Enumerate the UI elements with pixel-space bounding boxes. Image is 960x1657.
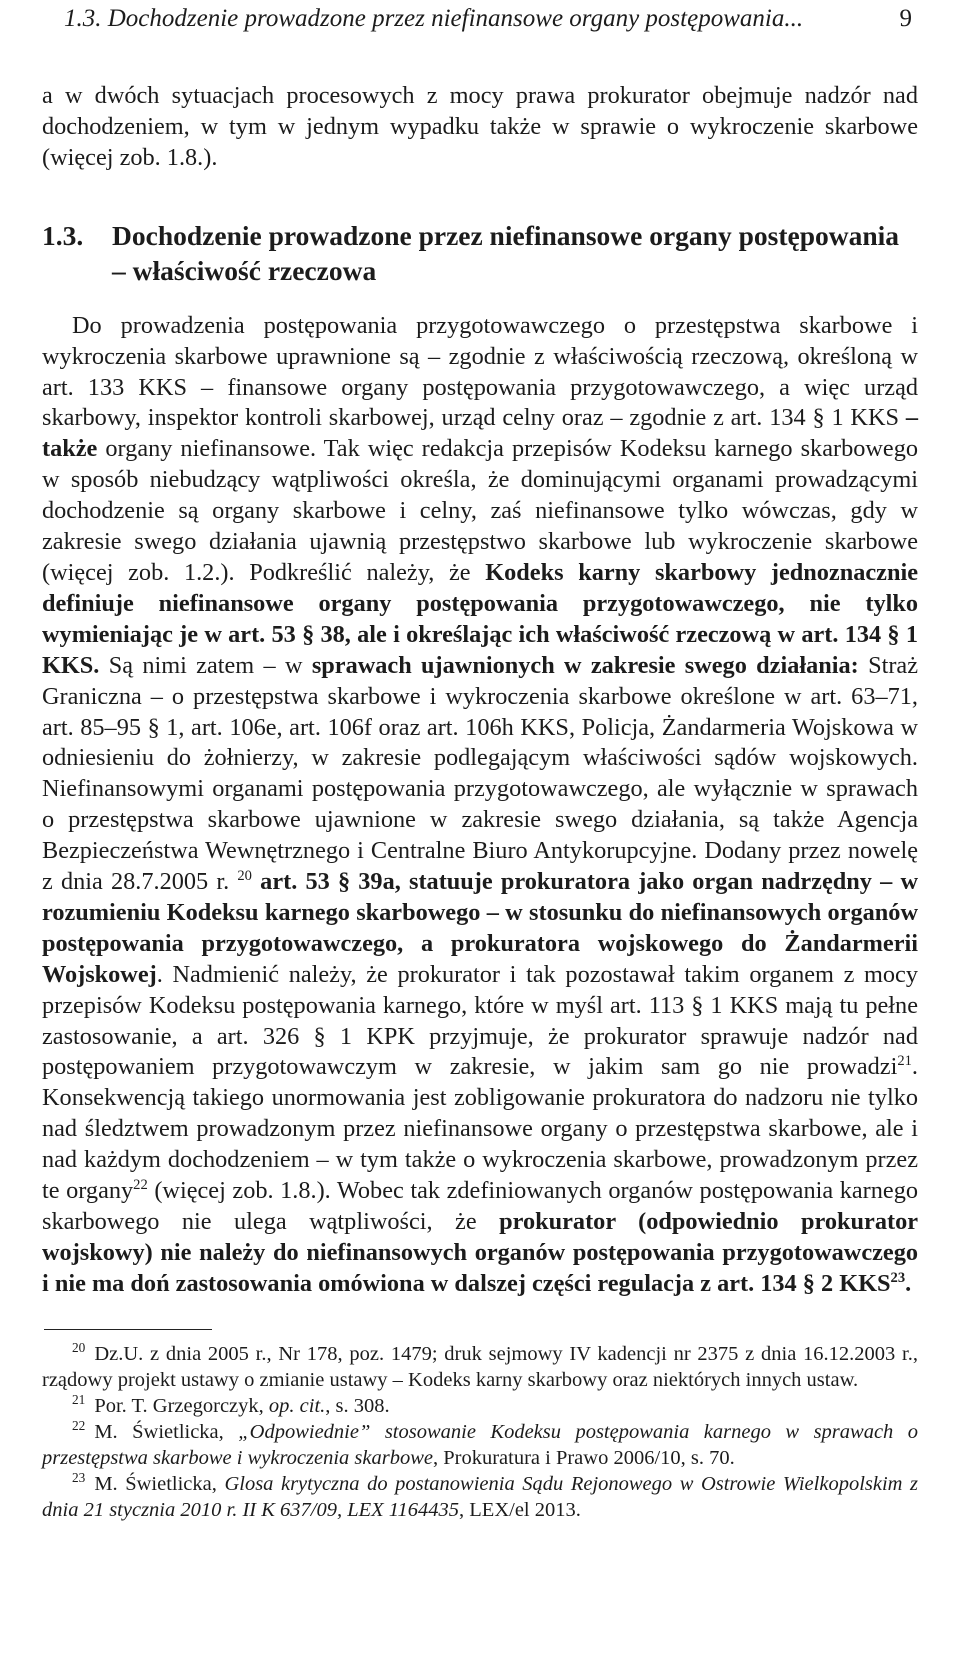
section-title: Dochodzenie prowadzone przez niefinansowe organy postępowania – właściwość rzeczowa	[112, 219, 900, 286]
text-run: . Konsekwencją takiego unormowania jest zobligowanie prokuratora do nadzoru nie tylko nad śledztwem prowadzonym przez niefinansowe organy o przestępstwa skarbowe, ale i nad każdym dochodzeniem – w tym także o wykroczenia skarbowe, prowadzonym przez te organy	[42, 1053, 918, 1205]
footnote-text: , Prokuratura i Prawo 2006/10, s. 70.	[432, 1446, 735, 1469]
bold-run: prokurator (odpowiednio prokurator wojskowy) nie należy do niefinansowych organów postępowania przygotowawczego i nie ma doń zastosowania omówiona w dalszej części regulacja z art. 134 § 2 KKS	[42, 1208, 918, 1297]
footnote-italic: „Odpowiednie” stosowanie Kodeksu postępowania karnego w sprawach o przestępstwa skarbowe i wykroczenia skarbowe	[42, 1420, 919, 1469]
running-head	[42, 4, 918, 34]
footnote-ref-23: 23	[890, 1269, 906, 1286]
intro-paragraph: a w dwóch sytuacjach procesowych z mocy prawa prokurator obejmuje nadzór nad dochodzeniem, w tym w jednym wypadku także w sprawie o wykroczenie skarbowe (więcej zob. 1.8.).	[42, 82, 918, 171]
footnote-text: , s. 308.	[325, 1394, 390, 1417]
footnote-italic: Glosa krytyczna do postanowienia Sądu Rejonowego w Ostrowie Wielkopolskim z dnia 21 stycznia 2010 r. II K 637/09, LEX 1164435	[42, 1472, 918, 1521]
section-paragraph	[42, 311, 918, 1300]
text-run: Są nimi zatem – w	[99, 651, 312, 679]
footnote-italic: op. cit.	[268, 1394, 326, 1417]
footnote-21	[42, 1393, 918, 1419]
text-run	[252, 868, 260, 895]
footnote-20	[42, 1341, 918, 1393]
footnote-ref-22: 22	[133, 1177, 148, 1193]
text-run: Do prowadzenia postępowania przygotowawczego o przestępstwa skarbowe i wykroczenia skarbowe uprawnione są – zgodnie z właściwością rzeczową, określoną w art. 133 KKS – finansowe organy postępowania przygotowawczego, a więc urząd skarbowy, inspektor kontroli skarbowej, urząd celny oraz – zgodnie z art. 134 § 1 KKS	[42, 311, 918, 432]
bold-run: – także	[42, 404, 918, 463]
bold-run: Kodeks karny skarbowy jednoznacznie definiuje niefinansowe organy postępowania przygotowawczego, nie tylko wymieniając je w art. 53 § 38, ale i określając ich właściwość rzeczową w art. 134 § 1 KKS.	[42, 558, 918, 679]
footnote-text: M. Świetlicka,	[94, 1472, 225, 1495]
running-head-title: 1.3. Dochodzenie prowadzone przez niefinansowe organy postępowania...	[64, 5, 804, 32]
bold-run: .	[905, 1269, 912, 1297]
text-run: . Nadmienić należy, że prokurator i tak pozostawał takim organem z mocy przepisów Kodeksu postępowania karnego, które w myśl art. 113 § 1 KKS mają tu pełne zastosowanie, a art. 326 § 1 KPK przyjmuje, że prokurator sprawuje nadzór nad postępowaniem przygotowawczym w zakresie, w jakim sam go nie prowadzi	[42, 960, 918, 1081]
footnotes	[42, 1341, 918, 1523]
text-run: organy niefinansowe. Tak więc redakcja przepisów Kodeksu karnego skarbowego w sposób niebudzący wątpliwości określa, że dominującymi organami prowadzącymi dochodzenie są organy skarbowe i celny, zaś niefinansowe tylko wówczas, gdy w zakresie swego działania ujawnią przestępstwo skarbowe lub wykroczenie skarbowe (więcej zob. 1.2.). Podkreślić należy, że	[42, 435, 918, 586]
page-number: 9	[899, 5, 912, 32]
footnote-22	[42, 1419, 918, 1471]
section-heading	[42, 218, 918, 288]
footnote-ref-21: 21	[897, 1053, 912, 1070]
footnote-number: 23	[72, 1469, 86, 1485]
bold-run: art. 53 § 39a, statuuje prokuratora jako organ nadrzędny – w rozumieniu Kodeksu karnego skarbowego – w stosunku do niefinansowych organów postępowania przygotowawczego, a prokuratora wojskowego do Żandarmerii Wojskowej	[42, 868, 918, 988]
footnote-text: Dz.U. z dnia 2005 r., Nr 178, poz. 1479; druk sejmowy IV kadencji nr 2375 z dnia 16.12.2003 r., rządowy projekt ustawy o zmianie ustawy – Kodeks karny skarbowy oraz niektórych innych ustaw.	[42, 1342, 918, 1391]
footnote-number: 21	[72, 1391, 86, 1407]
footnote-text: M. Świetlicka,	[94, 1420, 239, 1443]
footnote-ref-20: 20	[237, 867, 252, 884]
footnote-text: , LEX/el 2013.	[459, 1498, 581, 1521]
footnote-number: 22	[72, 1417, 86, 1433]
footnote-number: 20	[72, 1339, 86, 1355]
section-number: 1.3.	[42, 219, 84, 251]
text-run: (więcej zob. 1.8.). Wobec tak zdefiniowanych organów postępowania karnego skarbowego nie ulega wątpliwości, że	[42, 1177, 918, 1235]
footnote-text: Por. T. Grzegorczyk,	[94, 1394, 269, 1417]
footnote-separator	[44, 1329, 212, 1330]
footnote-23	[42, 1471, 918, 1523]
bold-run: sprawach ujawnionych w zakresie swego działania:	[311, 651, 859, 679]
text-run: Straż Graniczna – o przestępstwa skarbowe i wykroczenia skarbowe określone w art. 63–71, art. 85–95 § 1, art. 106e, art. 106f oraz art. 106h KKS, Policja, Żandarmeria Wojskowa w odniesieniu do żołnierzy, w zakresie podlegającym właściwości sądów wojskowych. Niefinansowymi organami postępowania przygotowawczego, ale wyłącznie w sprawach o przestępstwa skarbowe ujawnione w zakresie swego działania, są także Agencja Bezpieczeństwa Wewnętrznego i Centralne Biuro Antykorupcyjne. Dodany przez nowelę z dnia 28.7.2005 r.	[42, 651, 918, 896]
